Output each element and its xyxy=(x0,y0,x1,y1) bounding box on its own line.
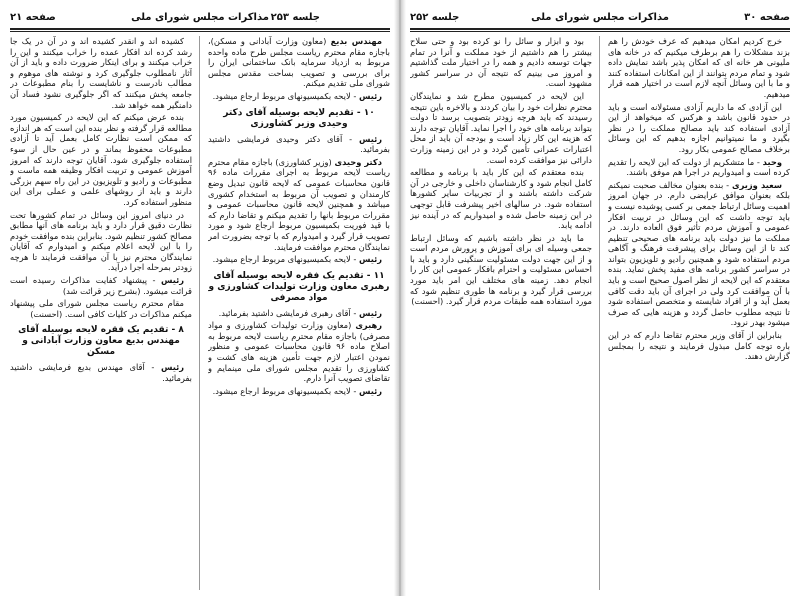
paragraph xyxy=(410,91,592,165)
speaker-name: رئیس xyxy=(160,275,184,286)
paragraph xyxy=(208,91,390,102)
paragraph xyxy=(608,330,790,362)
header-rule xyxy=(410,28,790,30)
paragraph xyxy=(608,157,790,178)
paragraph-text: - آقای مهندس بدیع فرمایشی داشتید بفرمائید. xyxy=(10,362,192,384)
paragraph-text: این لایحه در کمیسیون مطرح شد و نمایندگان محترم نظرات خود را بیان کردند و بالاخره باین نتیجه رسیدند که باید هرچه زودتر بتصویب برسد تا دولت بتواند برنامه های خود را اجرا نماید. آقایان توجه دارند که هزینه این کار زیاد است و بودجه آن باید از محل اعتبارات عمرانی تأمین گردد و در این زمینه وزارت دارائی نیز موافقت کرده است. xyxy=(410,90,592,165)
paragraph-text: ما باید در نظر داشته باشیم که وسائل ارتباط جمعی وسیله ای برای آموزش و پرورش مردم است و از این جهت دولت مسئولیت سنگینی دارد و باید با احساس مسئولیت و احترام بافکار عمومی این کار را انجام دهد. زمینه های مختلف این امر باید مورد بررسی قرار گیرد و برنامه ها طوری تنظیم شود که مورد استفاده همه طبقات مردم قرار گیرد. (احسنت) xyxy=(410,232,592,307)
paragraph-text: در دنیای امروز این وسائل در تمام کشورها تحت نظارت دقیق قرار دارد و باید برنامه های آنها مطابق مصالح کشور تنظیم شود. بنابراین بنده موافقت خودم را با این لایحه اعلام میکنم و امیدوارم که آقایان نمایندگان محترم نیز با آن موافقت فرمایند تا هرچه زودتر بمرحله اجرا درآید. xyxy=(10,209,192,273)
text-column-right xyxy=(608,36,790,590)
paragraph-text: بنده عرض میکنم که این لایحه در کمیسیون مورد مطالعه قرار گرفته و نظر بنده این است که هر اندازه که ممکن است نظارت کامل بعمل آید تا آزادی مطبوعات محفوظ بماند و در عین حال از سوء استفاده جلوگیری شود. آقایان توجه دارند که امروز آموزش عمومی و تربیت افکار وظیفه همه ماست و مطبوعات و رادیو و تلویزیون در این راه سهم بزرگی دارند و باید از روشهای علمی و عملی برای این منظور استفاده کرد. xyxy=(10,112,192,207)
paragraph-text: - بنده بعنوان مخالف صحبت نمیکنم بلکه بعنوان موافق عرایضی دارم. در جهان امروز اهمیت وسائل ارتباط جمعی بر کسی پوشیده نیست و باید توجه داشت که این وسائل در تربیت افکار عمومی و آموزش مردم تأثیر فوق العاده دارند. در مملکت ما نیز دولت باید برنامه های صحیحی تنظیم کند تا از این وسائل برای پیشرفت فرهنگ و آگاهی مردم استفاده شود و همچنین رادیو و تلویزیون بتواند در سراسر کشور برنامه های مفید پخش نماید. بنده معتقدم که این لایحه از نظر اصول صحیح است و باید با آن موافقت کرد ولی در اجرای آن باید دقت کافی بعمل آید و از افراد شایسته و متخصص استفاده شود تا نتیجه مطلوب حاصل گردد و هزینه هایی که صرف میشود بهدر نرود. xyxy=(608,179,790,328)
paragraph-text: - ما متشکریم از دولت که این لایحه را تقدیم کرده است و امیدواریم در اجرا هم موفق باشند. xyxy=(608,156,790,178)
column-divider xyxy=(199,36,200,590)
section-heading: ۱۱ - تقدیم یک فقره لایحه بوسیله آقای رهبری معاون وزارت تولیدات کشاورزی و مواد مصرفی xyxy=(208,270,390,303)
paragraph-text: مقام محترم ریاست مجلس شورای ملی پیشنهاد میکنم مذاکرات در کلیات کافی است. (احسنت) xyxy=(10,298,192,319)
speaker-name: رئیس xyxy=(161,362,185,373)
page-number: جلسه ۲۵۳ xyxy=(270,12,320,23)
section-heading: ۸ - تقدیم یک فقره لایحه بوسیله آقای مهندس بدیع معاون وزارت آبادانی و مسکن xyxy=(18,325,184,358)
text-column-left xyxy=(10,36,192,590)
paragraph xyxy=(608,180,790,328)
paragraph-text: بنابراین از آقای وزیر محترم تقاضا دارم که در این باره توجه کامل مبذول فرمایند و نتیجه را بمجلس گزارش دهند. xyxy=(608,330,790,362)
paragraph-text: (معاون وزارت تولیدات کشاورزی و مواد مصرفی) باجازه مقام محترم ریاست لایحه مربوط به اصلاح ماده ۹۶ قانون محاسبات عمومی و منظور نمودن اعتبار لازم جهت تأمین هزینه های کشت و کشاورزی را تقدیم مجلس شورای ملی مینمایم و تقاضای تصویب آنرا دارم. xyxy=(208,320,390,384)
paragraph xyxy=(10,210,192,274)
page-header xyxy=(10,12,390,26)
speaker-name: سعید وزیری xyxy=(732,179,782,190)
column-divider xyxy=(599,36,600,590)
paragraph xyxy=(608,102,790,155)
paragraph xyxy=(208,386,390,397)
page-header xyxy=(410,12,790,26)
page-number: صفحه ۳۰ xyxy=(744,12,790,23)
paragraph xyxy=(208,308,390,319)
paragraph xyxy=(10,36,192,110)
paragraph-text: بنده معتقدم که این کار باید با برنامه و مطالعه کامل انجام شود و کارشناسان داخلی و خارجی در آن شرکت داشته باشند و از تجربیات سایر کشورها استفاده شود. در سالهای اخیر پیشرفت قابل توجهی در این زمینه حاصل شده و امیدواریم که در آینده نیز ادامه یابد. xyxy=(410,167,592,231)
speaker-name: رئیس xyxy=(358,133,382,144)
header-rule xyxy=(10,28,390,30)
paragraph xyxy=(410,233,592,307)
paragraph-text: بود و ابزار و سائل را نو کرده بود و حتی سلاح بیشتر را هم داشتیم از خود مملکت و آنرا در تمام جهات توسعه دادیم و همه را در اختیار ملت گذاشتیم و امروز می بینیم که نتیجه آن در سراسر کشور مشهود است. xyxy=(410,36,592,89)
paragraph-text: - لایحه بکمیسیونهای مربوط ارجاع میشود. xyxy=(212,90,357,101)
paragraph-text: (وزیر کشاورزی) باجازه مقام محترم ریاست لایحه مربوط به اجرای مقررات ماده ۹۶ قانون محاسبات عمومی که لایحه قانون تبدیل وضع کارمندان و تصویب آن مربوط به استخدام کشوری میباشد و همچنین لایحه قانون محاسبات عمومی و مقررات مربوط بانها را تقدیم میکنم و تقاضا دارم که با قید فوریت بکمیسیون مربوط ارجاع شود و مورد تصویب قرار گیرد و امیدوارم که با توجه بضرورت امر نمایندگان محترم موافقت فرمایند. xyxy=(208,156,390,252)
paragraph xyxy=(208,134,390,155)
paragraph-text: خرج کردیم امکان میدهیم که عرف خودش را هم بزند مشکلات را هم برطرف میکنیم که در خانه های ملیونی هر خانه ای که امکان پذیر باشد نمایش داده شود و تمام مردم بتوانند از این امکانات استفاده کنند و ما با این وسائل آنچه لازم است در اختیار همه قرار میدهیم. xyxy=(608,36,790,99)
paragraph xyxy=(10,112,192,207)
paragraph xyxy=(208,320,390,384)
paragraph-text: - پیشنهاد کفایت مذاکرات رسیده است قرائت میشود. (بشرح زیر قرائت شد) xyxy=(10,275,192,296)
paragraph-text: (معاون وزارت آبادانی و مسکن)، باجازه مقام محترم ریاست مجلس طرح ماده واحده مربوط به ازدیاد سرمایه بانک ساختمانی ایران را برای بررسی و تصویب بساحت مقدس مجلس شورای ملی تقدیم میکنم. xyxy=(208,36,390,89)
paragraph-text: کشیده اند و انقدر کشیده اند و در آن در یک جا رشد کرده اند افکار عمده را خراب میکنند و این را خراب میکنند و برای اینکار ضرورت داده و باید از آن آثار نامطلوب جلوگیری کرد و نوشته های موهوم و مطالب نادرست و ناشایست را بنام مطبوعات در جامعه پخش میکنند که اگر جلوگیری نشود فساد آن دامنگیر همه خواهد شد. xyxy=(10,36,192,110)
paragraph xyxy=(208,254,390,265)
paragraph xyxy=(410,167,592,231)
right-page xyxy=(404,0,796,596)
text-column-right xyxy=(208,36,390,590)
paragraph-text: - آقای رهبری فرمایشی داشتید بفرمائید. xyxy=(218,307,357,318)
paragraph-text: - لایحه بکمیسیونهای مربوط ارجاع میشود. xyxy=(212,385,357,396)
speaker-name: رئیس xyxy=(358,90,382,101)
speaker-name: دکتر وحیدی xyxy=(334,156,382,167)
speaker-name: رئیس xyxy=(358,385,382,396)
session-number: صفحه ۲۱ xyxy=(10,12,56,23)
left-page xyxy=(4,0,396,596)
paragraph xyxy=(608,36,790,100)
paragraph-text: - آقای دکتر وحیدی فرمایشی داشتید بفرمائید. xyxy=(208,133,390,155)
paragraph xyxy=(10,298,192,319)
session-number: جلسه ۲۵۲ xyxy=(410,12,460,23)
paragraph xyxy=(208,36,390,89)
header-rule xyxy=(10,31,390,32)
speaker-name: رئیس xyxy=(358,254,382,265)
paragraph xyxy=(208,157,390,252)
header-rule xyxy=(410,31,790,32)
text-column-left xyxy=(410,36,592,590)
paragraph-text: - لایحه بکمیسیونهای مربوط ارجاع میشود. xyxy=(212,254,357,265)
publication-title: مذاکرات مجلس شورای ملی xyxy=(131,12,269,23)
publication-title: مذاکرات مجلس شورای ملی xyxy=(531,12,669,23)
speaker-name: وحید xyxy=(762,156,782,167)
paragraph-text: این آزادی که ما داریم آزادی مسئولانه است و باید در حدود قانون باشد و هرکس که میخواهد از این آزادی استفاده کند باید مصالح مملکت را در نظر بگیرد و ما نمیتوانیم اجازه بدهیم که این وسائل برخلاف مصالح عمومی بکار رود. xyxy=(608,101,790,154)
paragraph xyxy=(410,36,592,89)
section-heading: ۱۰ - تقدیم لایحه بوسیله آقای دکتر وحیدی وزیر کشاورزی xyxy=(223,107,375,129)
speaker-name: رئیس xyxy=(358,307,382,318)
speaker-name: مهندس بدیع xyxy=(330,36,383,46)
paragraph xyxy=(10,275,192,296)
speaker-name: رهبری xyxy=(355,320,382,331)
paragraph xyxy=(10,362,192,383)
